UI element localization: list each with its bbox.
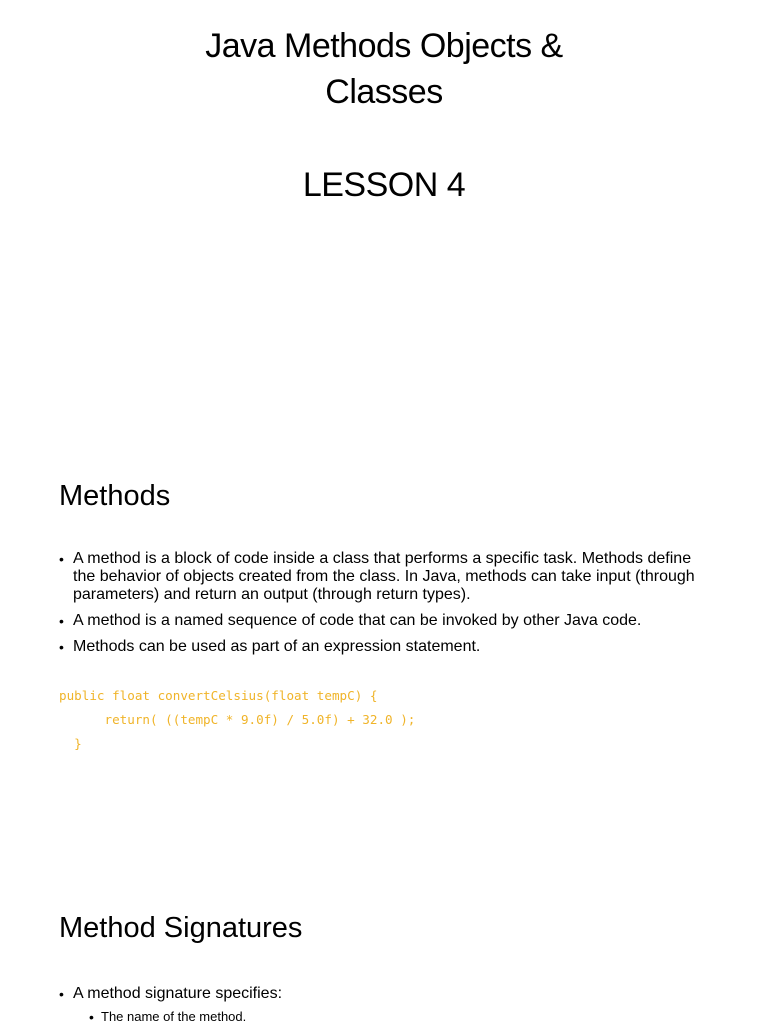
sub-bullet-text: The name of the method. xyxy=(101,1009,247,1024)
slide-title-line-2: Classes xyxy=(325,73,443,111)
bullet-text: A method is a block of code inside a class that performs a specific task. Methods define the behavior of objects created from the class. In Java, methods can take input (through parameters) and return an output (through return types). xyxy=(73,550,695,603)
bullet-text: A method signature specifies: xyxy=(73,985,283,1002)
methods-slide xyxy=(0,432,768,866)
bullet-list xyxy=(59,985,709,1033)
bullet-icon: • xyxy=(59,551,64,567)
list-item xyxy=(59,612,709,630)
code-line: return( ((tempC * 9.0f) / 5.0f) + 32.0 ); xyxy=(59,712,416,727)
slide-heading: Methods xyxy=(59,480,171,512)
bullet-icon: • xyxy=(59,613,64,629)
code-line: } xyxy=(59,736,82,751)
bullet-icon: • xyxy=(89,1009,94,1025)
list-item xyxy=(59,638,709,656)
bullet-text: A method is a named sequence of code that can be invoked by other Java code. xyxy=(73,612,642,629)
list-item xyxy=(59,550,709,604)
method-signatures-slide xyxy=(0,866,768,1024)
bullet-list xyxy=(59,550,709,664)
code-block xyxy=(59,684,415,756)
sub-bullet-list xyxy=(89,1009,709,1025)
code-line: public float convertCelsius(float tempC) { xyxy=(59,688,378,703)
slide-title-line-1: Java Methods Objects & xyxy=(205,27,563,65)
list-item xyxy=(59,985,709,1025)
slide-heading: Method Signatures xyxy=(59,912,303,944)
bullet-text: Methods can be used as part of an expression statement. xyxy=(73,638,481,655)
list-item xyxy=(89,1009,709,1025)
bullet-icon: • xyxy=(59,986,64,1002)
slide-subtitle: LESSON 4 xyxy=(302,166,466,204)
bullet-icon: • xyxy=(59,639,64,655)
title-slide xyxy=(0,0,768,432)
